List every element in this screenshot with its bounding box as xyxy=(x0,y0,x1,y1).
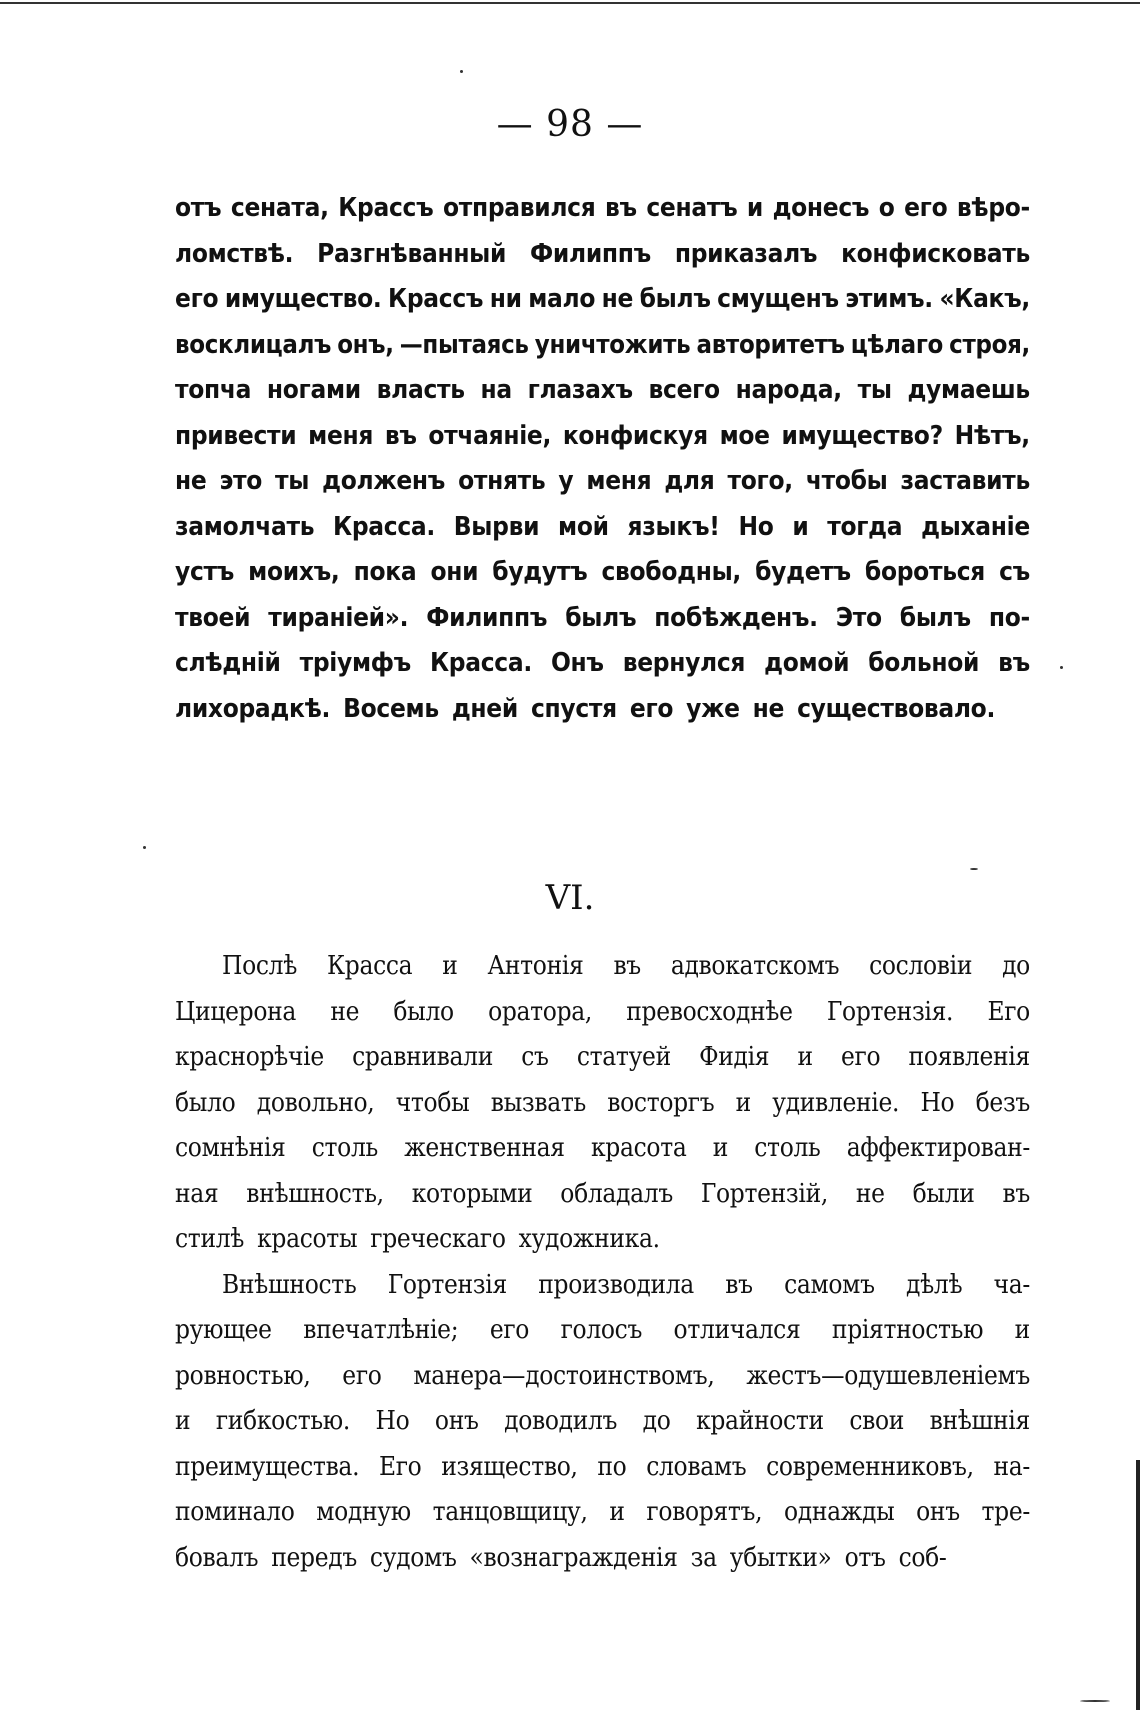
word: домой xyxy=(764,648,850,678)
word: приказалъ xyxy=(674,238,818,269)
word: мой xyxy=(558,511,609,542)
word: твоей xyxy=(175,602,251,633)
word: Фидія xyxy=(699,1042,770,1072)
word: и xyxy=(797,1042,813,1072)
word: красоты xyxy=(257,1224,358,1254)
word: былъ xyxy=(639,284,711,314)
word: появленія xyxy=(908,1042,1030,1072)
text-line xyxy=(175,505,1030,551)
word: обладалъ xyxy=(560,1178,673,1209)
word: это xyxy=(219,466,263,496)
word: долженъ xyxy=(322,466,446,496)
word: меня xyxy=(586,466,652,496)
word: восторгъ xyxy=(607,1087,715,1118)
word: мало xyxy=(528,284,596,314)
word: будетъ xyxy=(755,557,851,587)
page-number: — 98 — xyxy=(496,104,644,145)
word: въ xyxy=(605,193,637,223)
word: по xyxy=(597,1451,627,1482)
text-line xyxy=(175,1445,1030,1491)
word: Филиппъ xyxy=(426,602,548,633)
word: въ xyxy=(384,420,417,451)
word: отличался xyxy=(673,1315,801,1345)
word: изящество, xyxy=(441,1451,578,1482)
word: Гортензія. xyxy=(826,996,954,1027)
word: удивленіе. xyxy=(772,1087,900,1118)
top-edge-rule xyxy=(0,2,1140,4)
word: не xyxy=(175,466,207,496)
word: убытки» xyxy=(729,1542,832,1573)
word: танцовщицу, xyxy=(432,1497,588,1527)
word: тре- xyxy=(981,1497,1030,1527)
word: столь xyxy=(754,1133,821,1163)
word: существовало. xyxy=(797,693,996,724)
word: превосходнѣе xyxy=(626,996,793,1027)
text-line xyxy=(175,1081,1030,1127)
text-line xyxy=(175,990,1030,1036)
text-line xyxy=(175,1399,1030,1445)
word: народа, xyxy=(735,375,842,405)
word: его xyxy=(904,193,948,223)
word: на xyxy=(480,375,512,405)
word: ты xyxy=(275,466,310,496)
word: Красса. xyxy=(429,648,532,678)
word: поминало xyxy=(175,1497,295,1527)
word: женственная xyxy=(404,1133,565,1163)
word: Это xyxy=(835,602,882,633)
word: больной xyxy=(868,648,980,678)
word: не xyxy=(330,996,360,1027)
word: тогда xyxy=(827,511,903,542)
word: отъ xyxy=(844,1542,886,1573)
word: восклицалъ xyxy=(175,329,332,360)
word: конфискуя xyxy=(562,420,708,451)
word: привести xyxy=(175,420,297,451)
word: сомнѣнія xyxy=(175,1133,286,1163)
word: безъ xyxy=(975,1087,1030,1118)
word: этимъ. xyxy=(845,284,933,314)
word: Вырви xyxy=(453,511,540,542)
word: отъ xyxy=(175,193,222,223)
word: красота xyxy=(590,1133,687,1163)
word: имущество. xyxy=(224,284,382,314)
text-line xyxy=(175,368,1030,414)
word: мое xyxy=(719,420,770,451)
word: въ xyxy=(1002,1178,1030,1209)
word: адвокатскомъ xyxy=(670,951,840,981)
word: греческаго xyxy=(370,1224,506,1254)
word: сословіи xyxy=(869,951,973,981)
word: въ xyxy=(998,648,1030,678)
text-line xyxy=(175,1035,1030,1081)
section-body xyxy=(175,944,1030,1581)
word: онъ xyxy=(916,1497,960,1527)
word: донесъ xyxy=(772,193,870,223)
paragraph-3 xyxy=(175,1263,1030,1582)
word: Но xyxy=(375,1406,410,1436)
speck xyxy=(143,846,146,849)
word: отчаяніе, xyxy=(428,420,552,451)
word: самомъ xyxy=(784,1269,875,1300)
text-line xyxy=(175,1172,1030,1218)
word: судомъ xyxy=(369,1542,457,1573)
word: гибкостью. xyxy=(215,1406,350,1436)
word: которыми xyxy=(411,1178,533,1209)
word: Антонія xyxy=(487,951,584,981)
word: моихъ, xyxy=(248,557,340,587)
word: производила xyxy=(538,1269,694,1300)
text-line xyxy=(175,323,1030,369)
word: и xyxy=(735,1087,751,1118)
word: тріумфъ xyxy=(299,648,411,678)
word: сената, xyxy=(230,193,329,223)
word: Филиппъ xyxy=(530,238,651,269)
word: внѣшнія xyxy=(929,1406,1030,1436)
word: авторитетъ xyxy=(696,329,845,360)
text-line xyxy=(175,687,1030,733)
text-line xyxy=(175,232,1030,278)
word: былъ xyxy=(565,602,637,633)
word: Послѣ xyxy=(222,951,298,981)
word: и xyxy=(712,1133,729,1163)
word: строя, xyxy=(949,329,1030,360)
word: Красса xyxy=(326,951,413,981)
paragraph-2 xyxy=(175,944,1030,1263)
word: для xyxy=(664,466,715,496)
word: вернулся xyxy=(622,648,746,678)
word: свободны, xyxy=(601,557,742,587)
word: глазахъ xyxy=(527,375,633,405)
text-line xyxy=(175,1263,1030,1309)
speck xyxy=(1080,1700,1110,1702)
word: и xyxy=(1014,1315,1030,1345)
word: и xyxy=(609,1497,625,1527)
word: имущество? xyxy=(781,420,943,451)
word: Гортензія xyxy=(387,1269,507,1300)
word: сенатъ xyxy=(646,193,738,223)
word: Нѣтъ, xyxy=(954,420,1030,451)
speck xyxy=(970,868,978,870)
word: замолчать xyxy=(175,511,315,542)
word: Крассъ xyxy=(338,193,434,223)
paragraph-1 xyxy=(175,186,1030,732)
word: преимущества. xyxy=(175,1451,360,1482)
word: устъ xyxy=(175,557,235,587)
word: онъ xyxy=(434,1406,479,1436)
word: стилѣ xyxy=(175,1224,245,1254)
word: заставить xyxy=(900,466,1030,496)
word: «вознагражденія xyxy=(469,1542,678,1573)
word: и xyxy=(792,511,809,542)
text-line xyxy=(175,596,1030,642)
word: по- xyxy=(988,602,1030,633)
word: уже xyxy=(686,693,740,724)
text-line xyxy=(175,944,1030,990)
word: пріятностью xyxy=(831,1315,984,1345)
word: конфисковать xyxy=(841,238,1030,269)
text-line xyxy=(175,1126,1030,1172)
word: до xyxy=(642,1406,671,1436)
word: языкъ! xyxy=(627,511,720,542)
word: меня xyxy=(308,420,374,451)
word: вѣро- xyxy=(956,193,1030,223)
word: рующее xyxy=(175,1315,272,1345)
word: дней xyxy=(451,693,518,724)
word: довольно, xyxy=(256,1087,375,1118)
word: до xyxy=(1002,951,1030,981)
word: Крассъ xyxy=(388,284,484,314)
word: Красса. xyxy=(333,511,435,542)
word: топча xyxy=(175,375,252,405)
word: было xyxy=(393,996,454,1027)
text-line xyxy=(175,1217,1030,1263)
word: чтобы xyxy=(395,1087,470,1118)
word: манера—достоинствомъ, xyxy=(413,1360,715,1391)
word: его xyxy=(342,1360,382,1391)
text-line xyxy=(175,550,1030,596)
word: и xyxy=(175,1406,191,1436)
word: были xyxy=(912,1178,975,1209)
word: Но xyxy=(738,511,774,542)
word: его xyxy=(629,693,674,724)
text-line xyxy=(175,1354,1030,1400)
word: слѣдній xyxy=(175,648,281,678)
word: съ xyxy=(999,557,1030,587)
word: ни xyxy=(489,284,522,314)
section-heading: VI. xyxy=(545,878,595,918)
word: не xyxy=(752,693,785,724)
word: побѣжденъ. xyxy=(654,602,818,633)
word: о xyxy=(878,193,895,223)
word: ты xyxy=(857,375,892,405)
word: аффектирован- xyxy=(846,1133,1030,1163)
text-line xyxy=(175,1308,1030,1354)
text-line xyxy=(175,186,1030,232)
speck xyxy=(460,70,463,73)
word: было xyxy=(175,1087,236,1118)
word: Его xyxy=(378,1451,422,1482)
word: не xyxy=(855,1178,885,1209)
word: будутъ xyxy=(492,557,588,587)
word: у xyxy=(558,466,574,496)
word: тираніей». xyxy=(268,602,409,633)
word: краснорѣчіе xyxy=(175,1042,324,1072)
word: —пытаясь xyxy=(399,329,529,360)
word: на- xyxy=(993,1451,1030,1482)
word: Цицерона xyxy=(175,996,297,1027)
word: его xyxy=(175,284,219,314)
word: и xyxy=(746,193,764,223)
word: Но xyxy=(920,1087,955,1118)
word: власть xyxy=(376,375,465,405)
text-line xyxy=(175,277,1030,323)
word: и xyxy=(442,951,458,981)
word: вызвать xyxy=(490,1087,586,1118)
word: они xyxy=(430,557,479,587)
word: соб- xyxy=(898,1542,947,1573)
right-edge-shadow xyxy=(1136,1460,1140,1710)
word: лихорадкѣ. xyxy=(175,693,331,724)
word: съ xyxy=(521,1042,549,1072)
word: «Какъ, xyxy=(939,284,1030,314)
word: внѣшность, xyxy=(246,1178,384,1209)
word: уничтожить xyxy=(534,329,691,360)
word: свои xyxy=(849,1406,905,1436)
word: впечатлѣніе; xyxy=(303,1315,459,1345)
text-line xyxy=(175,641,1030,687)
word: его xyxy=(841,1042,881,1072)
word: за xyxy=(690,1542,717,1573)
word: не xyxy=(601,284,634,314)
text-line xyxy=(175,414,1030,460)
word: чтобы xyxy=(805,466,888,496)
word: отправился xyxy=(442,193,596,223)
word: сравнивали xyxy=(352,1042,493,1072)
word: отнять xyxy=(458,466,546,496)
word: ча- xyxy=(993,1269,1030,1300)
word: цѣлаго xyxy=(850,329,944,360)
speck xyxy=(1060,666,1063,669)
word: дѣлѣ xyxy=(905,1269,963,1300)
word: въ xyxy=(613,951,641,981)
word: ногами xyxy=(266,375,361,405)
word: говорятъ, xyxy=(646,1497,763,1527)
word: художника. xyxy=(518,1224,660,1254)
text-line xyxy=(175,459,1030,505)
text-line xyxy=(175,1490,1030,1536)
word: Его xyxy=(987,996,1030,1027)
word: того, xyxy=(727,466,793,496)
word: статуей xyxy=(576,1042,671,1072)
word: Разгнѣванный xyxy=(317,238,507,269)
word: модную xyxy=(316,1497,411,1527)
word: онъ, xyxy=(337,329,394,360)
word: пока xyxy=(353,557,417,587)
text-line xyxy=(175,1536,1030,1582)
word: всего xyxy=(648,375,720,405)
word: Онъ xyxy=(550,648,604,678)
word: голосъ xyxy=(560,1315,643,1345)
word: думаешь xyxy=(907,375,1030,405)
word: современниковъ, xyxy=(766,1451,974,1482)
word: Гортензій, xyxy=(700,1178,828,1209)
word: передъ xyxy=(271,1542,357,1573)
word: ная xyxy=(175,1178,219,1209)
word: смущенъ xyxy=(717,284,839,314)
word: словамъ xyxy=(646,1451,747,1482)
word: однажды xyxy=(783,1497,895,1527)
word: доводилъ xyxy=(504,1406,618,1436)
word: жестъ—одушевленіемъ xyxy=(746,1360,1030,1391)
word: въ xyxy=(725,1269,753,1300)
word: дыханіе xyxy=(921,511,1030,542)
word: былъ xyxy=(899,602,971,633)
word: крайности xyxy=(696,1406,824,1436)
word: бороться xyxy=(864,557,985,587)
word: бовалъ xyxy=(175,1542,259,1573)
word: ломствѣ. xyxy=(175,238,294,269)
word: оратора, xyxy=(488,996,593,1027)
word: Внѣшность xyxy=(222,1269,357,1300)
word: ровностью, xyxy=(175,1360,311,1391)
word: спустя xyxy=(530,693,617,724)
word: его xyxy=(489,1315,530,1345)
word: столь xyxy=(311,1133,378,1163)
word: Восемь xyxy=(343,693,439,724)
